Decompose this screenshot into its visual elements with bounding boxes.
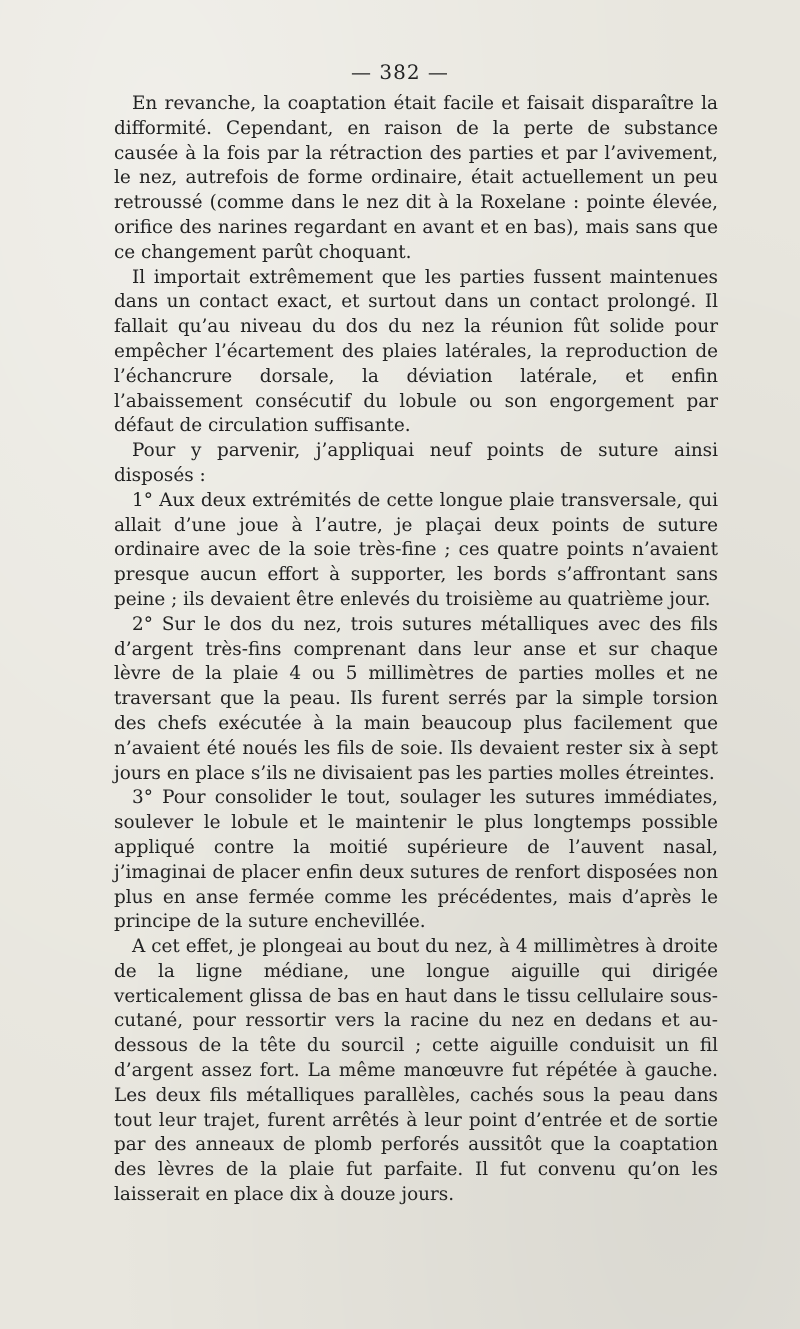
paragraph-1: En revanche, la coaptation était facile et faisait disparaître la difformité. Cependant, en raison de la perte de substance causée à la fois par la rétraction des parties et par l’avivement, le nez, autrefois de forme ordinaire, était actuellement un peu retroussé (comme dans le nez dit à la Roxelane : pointe élevée, orifice des narines regardant en avant et en bas), mais sans que ce changement parût choquant. <box>114 93 718 263</box>
paragraph-7: A cet effet, je plongeai au bout du nez, à 4 millimètres à droite de la ligne médiane, une longue aiguille qui dirigée verticalement glissa de bas en haut dans le tissu cellulaire sous-cutané, pour ressortir vers la racine du nez en dedans et au-dessous de la tête du sourcil ; cette aiguille conduisit un fil d’argent assez fort. La même manœuvre fut répétée à gauche. Les deux fils métalliques parallèles, cachés sous la peau dans tout leur trajet, furent arrêtés à leur point d’entrée et de sortie par des anneaux de plomb perforés aussitôt que la coaptation des lèvres de la plaie fut parfaite. Il fut convenu qu’on les laisserait en place dix à douze jours. <box>114 936 718 1206</box>
paragraph-6: 3° Pour consolider le tout, soulager les sutures immédiates, soulever le lobule et le maintenir le plus longtemps possible appliqué contre la moitié supérieure de l’auvent nasal, j’imaginai de placer enfin deux sutures de renfort disposées non plus en anse fermée comme les précédentes, mais d’après le principe de la suture enchevillée. <box>114 787 718 933</box>
page-number: — 382 — <box>351 60 449 84</box>
body-text <box>114 92 718 1208</box>
paragraph-3: Pour y parvenir, j’appliquai neuf points de suture ainsi disposés : <box>114 440 718 486</box>
paragraph-2: Il importait extrêmement que les parties fussent maintenues dans un contact exact, et surtout dans un contact prolongé. Il fallait qu’au niveau du dos du nez la réunion fût solide pour empêcher l’écartement des plaies latérales, la reproduction de l’échancrure dorsale, la déviation latérale, et enfin l’abaissement consécutif du lobule ou son engorgement par défaut de circulation suffisante. <box>114 266 718 437</box>
paragraph-4: 1° Aux deux extrémités de cette longue plaie transversale, qui allait d’une joue à l’autre, je plaçai deux points de suture ordinaire avec de la soie très-fine ; ces quatre points n’avaient presque aucun effort à supporter, les bords s’affrontant sans peine ; ils devaient être enlevés du troisième au quatrième jour. <box>114 489 718 610</box>
paragraph-5: 2° Sur le dos du nez, trois sutures métalliques avec des fils d’argent très-fins comprenant dans leur anse et sur chaque lèvre de la plaie 4 ou 5 millimètres de parties molles et ne traversant que la peau. Ils furent serrés par la simple torsion des chefs exécutée à la main beaucoup plus facilement que n’avaient été noués les fils de soie. Ils devaient rester six à sept jours en place s’ils ne divisaient pas les parties molles étreintes. <box>114 613 718 784</box>
